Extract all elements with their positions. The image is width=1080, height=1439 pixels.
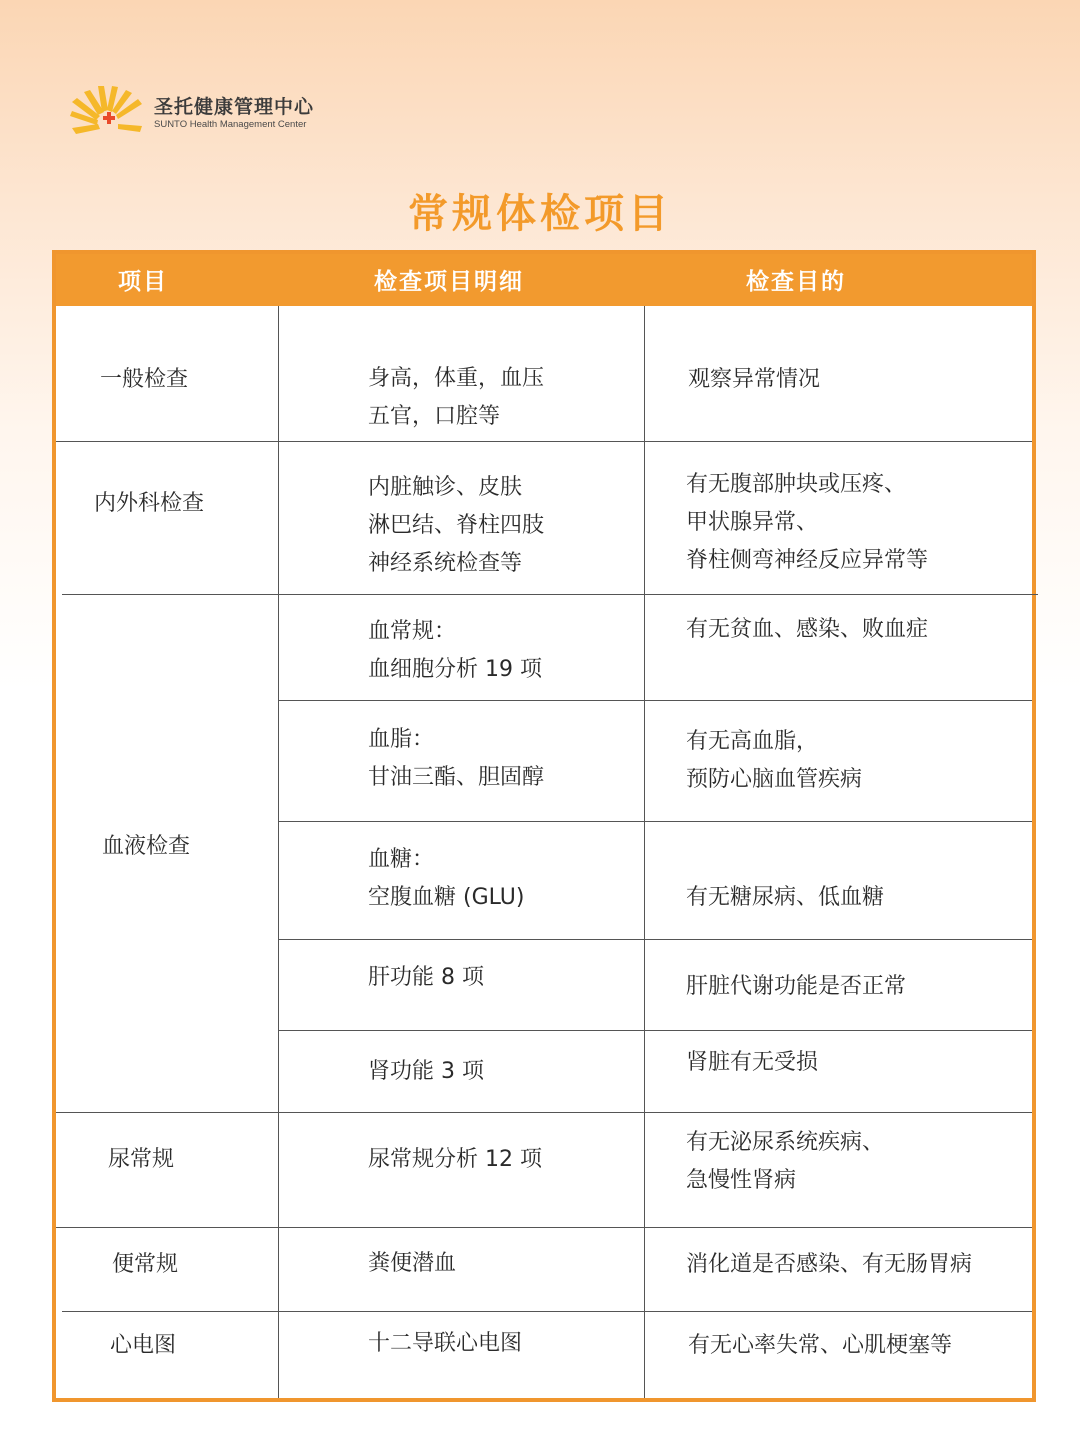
purpose-liver-function: 肝脏代谢功能是否正常 (686, 974, 907, 999)
purpose-blood-glucose: 有无糖尿病、低血糖 (686, 885, 885, 910)
details-kidney-function: 肾功能 3 项 (368, 1059, 484, 1084)
row-divider (62, 594, 1038, 595)
header-purpose: 检查目的 (746, 269, 846, 295)
row-divider (278, 939, 1032, 940)
category-blood: 血液检查 (102, 834, 191, 859)
purpose-general: 观察异常情况 (688, 367, 821, 392)
details-ecg: 十二导联心电图 (368, 1331, 523, 1356)
details-blood-glucose: 血糖： 空腹血糖 (GLU) (368, 847, 525, 910)
purpose-kidney-function: 肾脏有无受损 (686, 1050, 819, 1075)
purpose-blood-lipids: 有无高血脂， 预防心脑血管疾病 (686, 729, 863, 792)
details-stool: 粪便潜血 (368, 1251, 457, 1276)
table-header (56, 254, 1032, 306)
exam-table (52, 250, 1036, 1402)
purpose-blood-routine: 有无贫血、感染、败血症 (686, 617, 929, 642)
row-divider (62, 1311, 1032, 1312)
category-internal-surgical: 内外科检查 (94, 491, 205, 516)
brand-name-cn: 圣托健康管理中心 (154, 96, 315, 118)
column-divider (278, 306, 279, 1398)
brand-logo (68, 82, 368, 142)
row-divider (278, 700, 1032, 701)
purpose-internal-surgical: 有无腹部肿块或压疼、 甲状腺异常、 脊柱侧弯神经反应异常等 (686, 472, 929, 573)
row-divider (278, 1030, 1032, 1031)
category-general: 一般检查 (100, 367, 189, 392)
details-blood-lipids: 血脂： 甘油三酯、胆固醇 (368, 727, 545, 790)
row-divider (278, 821, 1032, 822)
row-divider (56, 441, 1032, 442)
purpose-ecg: 有无心率失常、心肌梗塞等 (688, 1333, 953, 1358)
header-details: 检查项目明细 (374, 269, 524, 295)
column-divider (644, 306, 645, 1398)
row-divider (56, 1227, 1032, 1228)
details-urine: 尿常规分析 12 项 (368, 1147, 542, 1172)
purpose-urine: 有无泌尿系统疾病、 急慢性肾病 (686, 1130, 885, 1193)
purpose-stool: 消化道是否感染、有无肠胃病 (686, 1252, 973, 1277)
brand-name-en: SUNTO Health Management Center (154, 119, 307, 130)
details-general: 身高，体重，血压 五官，口腔等 (368, 366, 545, 429)
row-divider (56, 1112, 1032, 1113)
details-liver-function: 肝功能 8 项 (368, 965, 484, 990)
details-blood-routine: 血常规： 血细胞分析 19 项 (368, 619, 542, 682)
category-urine: 尿常规 (108, 1147, 175, 1172)
sun-cross-logo-icon (68, 82, 148, 142)
page-title: 常规体检项目 (408, 191, 672, 237)
category-ecg: 心电图 (110, 1333, 177, 1358)
details-internal-surgical: 内脏触诊、皮肤 淋巴结、脊柱四肢 神经系统检查等 (368, 475, 545, 576)
category-stool: 便常规 (112, 1252, 179, 1277)
header-item: 项目 (118, 269, 168, 295)
